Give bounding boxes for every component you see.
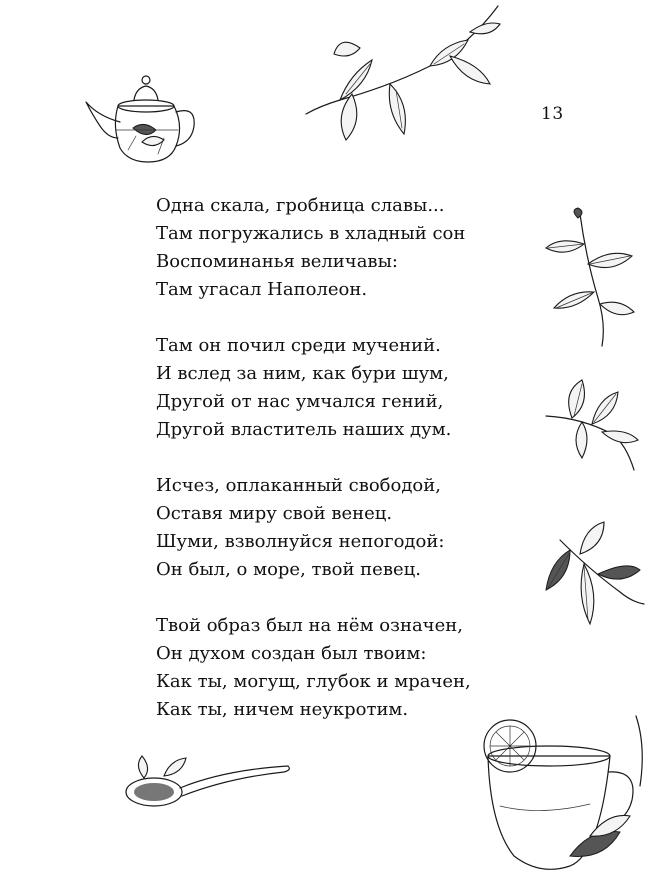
stanza bbox=[156, 332, 516, 444]
poem-line: Там угасал Наполеон. bbox=[156, 279, 368, 300]
poem-line: Другой властитель наших дум. bbox=[156, 419, 452, 440]
tea-branch-icon bbox=[300, 4, 510, 144]
poem-line: Он был, о море, твой певец. bbox=[156, 559, 421, 580]
stanza bbox=[156, 192, 516, 304]
poem-line: Воспоминанья величавы: bbox=[156, 251, 398, 272]
poem bbox=[156, 192, 516, 752]
teapot-icon bbox=[78, 66, 198, 166]
stanza bbox=[156, 612, 516, 724]
poem-line: Твой образ был на нём означен, bbox=[156, 615, 463, 636]
tea-leaf-cluster-icon bbox=[540, 520, 650, 630]
poem-line: Шуми, взволнуйся непогодой: bbox=[156, 531, 445, 552]
poem-line: Одна скала, гробница славы... bbox=[156, 195, 445, 216]
poem-line: Как ты, могущ, глубок и мрачен, bbox=[156, 671, 471, 692]
poem-line: И вслед за ним, как бури шум, bbox=[156, 363, 449, 384]
tea-spoon-icon bbox=[124, 752, 294, 812]
poem-line: Там погружались в хладный сон bbox=[156, 223, 466, 244]
poem-line: Он духом создан был твоим: bbox=[156, 643, 427, 664]
poem-line: Оставя миру свой венец. bbox=[156, 503, 393, 524]
tea-leaf-cluster-icon bbox=[542, 378, 642, 478]
poem-line: Там он почил среди мучений. bbox=[156, 335, 441, 356]
page-number: 13 bbox=[541, 104, 564, 124]
stanza bbox=[156, 472, 516, 584]
poem-line: Другой от нас умчался гений, bbox=[156, 391, 444, 412]
tea-sprig-icon bbox=[540, 208, 640, 348]
poem-line: Как ты, ничем неукротим. bbox=[156, 699, 409, 720]
poem-line: Исчез, оплаканный свободой, bbox=[156, 475, 441, 496]
